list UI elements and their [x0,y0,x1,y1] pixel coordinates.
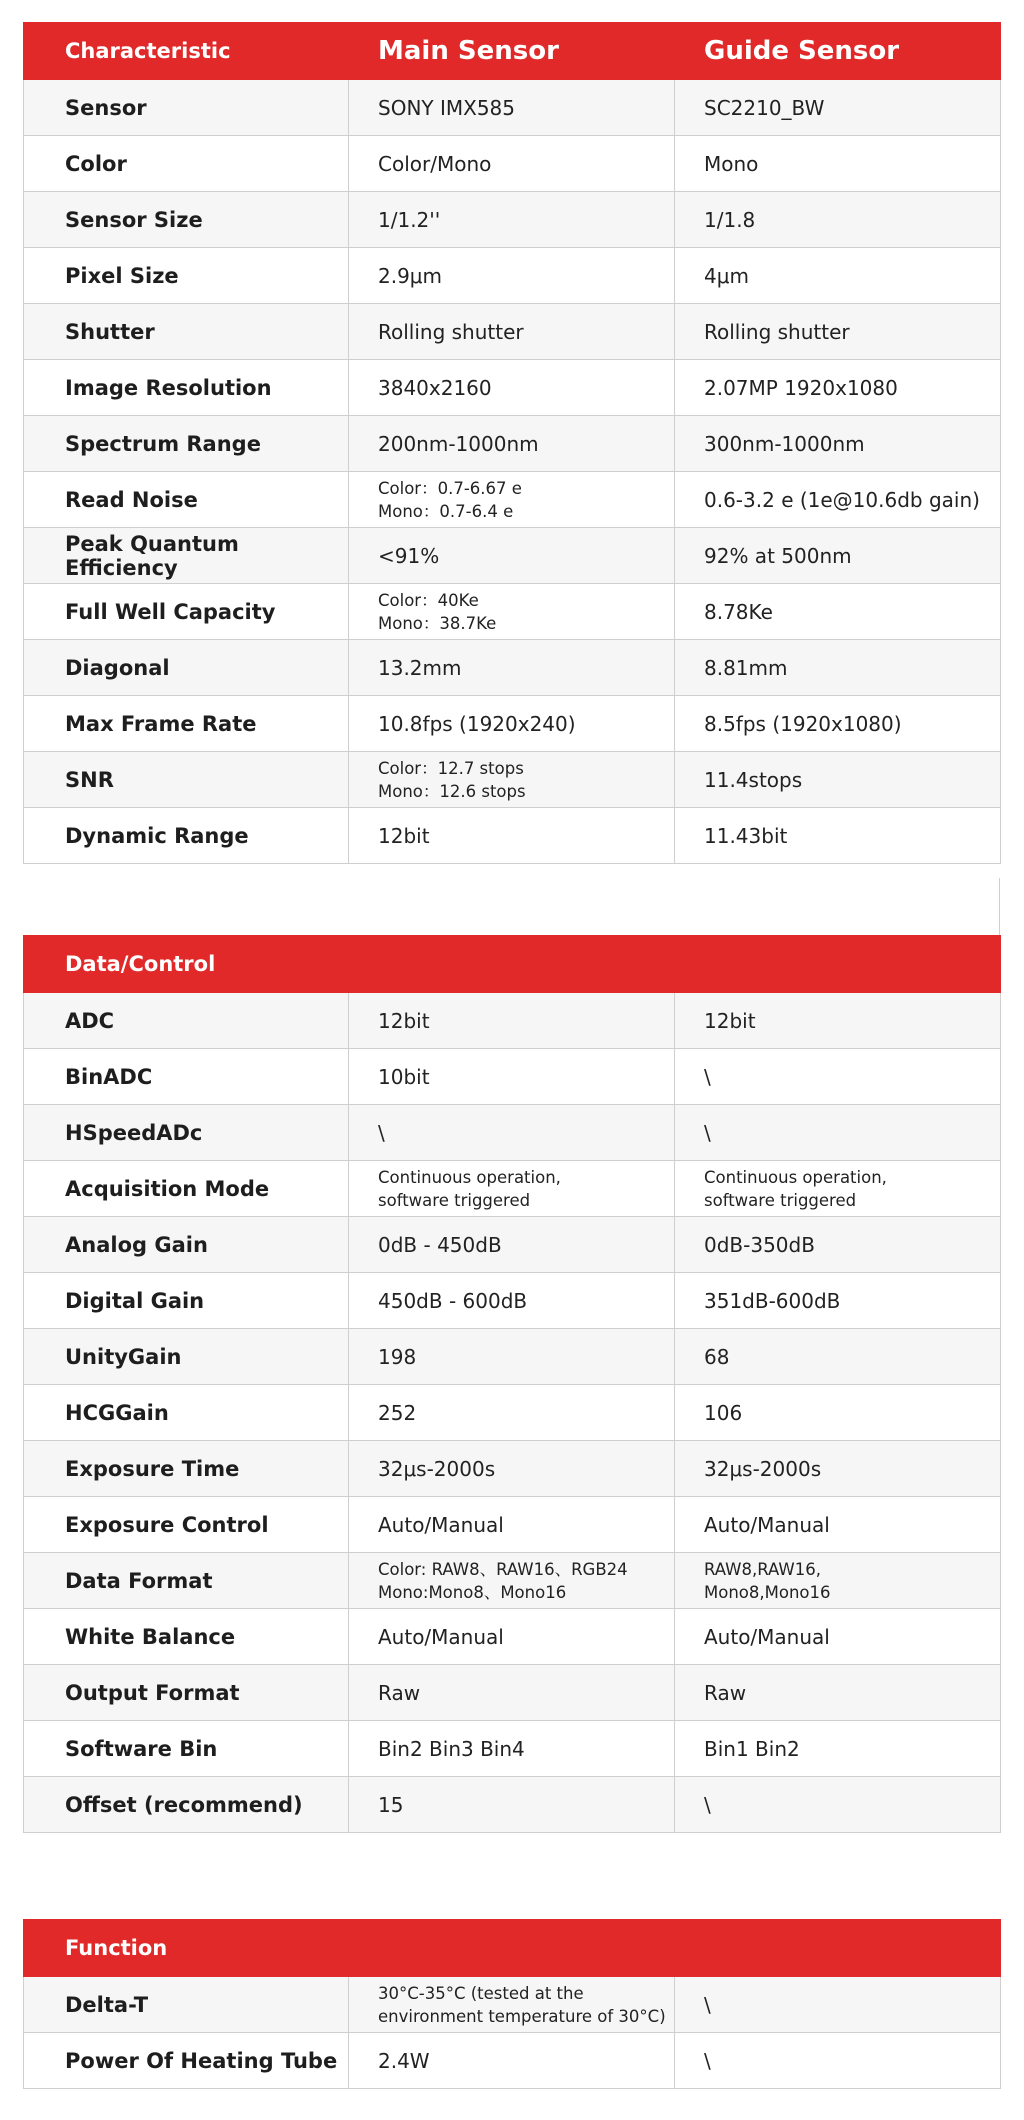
guide-sensor-value: \ [704,1792,711,1817]
main-sensor-value: Continuous operation, [378,1167,561,1187]
table-row [24,752,1001,808]
row-label: Sensor [65,95,147,120]
main-sensor-cell [349,416,675,472]
table-row [24,248,1001,304]
guide-sensor-cell [675,1441,1001,1497]
header-label: Function [65,1936,168,1960]
main-sensor-value: 3840x2160 [378,375,492,400]
guide-sensor-cell [675,528,1001,584]
row-label-cell [24,1977,349,2033]
function-table [23,1919,1001,2089]
guide-sensor-value: 4μm [704,263,749,288]
row-label: Diagonal [65,655,170,680]
row-label: Peak Quantum Efficiency [65,531,239,580]
header-function [24,1920,1001,1977]
row-label: Dynamic Range [65,823,249,848]
row-label: Output Format [65,1680,240,1705]
main-sensor-value: Color：40Ke [378,590,479,610]
table-row [24,1217,1001,1273]
main-sensor-value: Mono：12.6 stops [378,781,526,801]
row-label-cell [24,1441,349,1497]
row-label: Delta-T [65,1992,149,2017]
main-sensor-value: 10bit [378,1064,430,1089]
main-sensor-value: Auto/Manual [378,1512,504,1537]
table-header-row [24,936,1001,993]
main-sensor-value: Mono：38.7Ke [378,613,497,633]
row-label: Full Well Capacity [65,599,276,624]
row-label: Data Format [65,1568,213,1593]
row-label: Offset (recommend) [65,1792,303,1817]
guide-sensor-cell [675,808,1001,864]
table-row [24,1329,1001,1385]
row-label: White Balance [65,1624,236,1649]
guide-sensor-value: Rolling shutter [704,319,850,344]
row-label: Exposure Time [65,1456,240,1481]
main-sensor-cell [349,80,675,136]
main-sensor-cell [349,1665,675,1721]
row-label: Exposure Control [65,1512,269,1537]
row-label-cell [24,1609,349,1665]
row-label-cell [24,192,349,248]
table-row [24,528,1001,584]
main-sensor-value: Color：0.7-6.67 e [378,478,522,498]
main-sensor-value: 450dB - 600dB [378,1288,528,1313]
table-header-row [24,23,1001,80]
main-sensor-cell [349,640,675,696]
guide-sensor-cell [675,1609,1001,1665]
guide-sensor-cell [675,1105,1001,1161]
main-sensor-cell [349,1217,675,1273]
row-label: Pixel Size [65,263,179,288]
row-label-cell [24,1497,349,1553]
guide-sensor-value: 0dB-350dB [704,1232,815,1257]
table-row [24,1161,1001,1217]
guide-sensor-value: 8.78Ke [704,599,773,624]
main-sensor-cell [349,1777,675,1833]
guide-sensor-cell [675,1329,1001,1385]
table-row [24,584,1001,640]
guide-sensor-value: \ [704,1120,711,1145]
table-row [24,1721,1001,1777]
main-sensor-cell [349,1721,675,1777]
guide-sensor-value: \ [704,1064,711,1089]
main-sensor-cell [349,1273,675,1329]
table-row [24,1497,1001,1553]
main-sensor-value: 13.2mm [378,655,462,680]
guide-sensor-cell [675,192,1001,248]
main-sensor-value: SONY IMX585 [378,95,516,120]
guide-sensor-value: 12bit [704,1008,756,1033]
header-characteristic [24,23,349,80]
main-sensor-cell [349,2033,675,2089]
guide-sensor-cell [675,416,1001,472]
guide-sensor-cell [675,640,1001,696]
guide-sensor-cell [675,360,1001,416]
row-label-cell [24,993,349,1049]
table-row [24,1049,1001,1105]
divider [999,878,1000,935]
guide-sensor-value: 32μs-2000s [704,1456,822,1481]
main-sensor-value: 12bit [378,1008,430,1033]
table-row [24,808,1001,864]
guide-sensor-cell [675,752,1001,808]
table-header-row [24,1920,1001,1977]
guide-sensor-cell [675,2033,1001,2089]
header-data-control [24,936,1001,993]
main-sensor-cell [349,1441,675,1497]
guide-sensor-cell [675,1161,1001,1217]
row-label-cell [24,1049,349,1105]
row-label-cell [24,1105,349,1161]
header-label: Data/Control [65,952,216,976]
main-sensor-value: Mono:Mono8、Mono16 [378,1582,567,1602]
main-sensor-cell [349,752,675,808]
main-sensor-value: environment temperature of 30°C) [378,2006,666,2026]
guide-sensor-cell [675,1977,1001,2033]
main-sensor-cell [349,1385,675,1441]
guide-sensor-value: 106 [704,1400,743,1425]
guide-sensor-value: 92% at 500nm [704,543,852,568]
main-sensor-value: 30°C-35°C (tested at the [378,1983,584,2003]
main-sensor-cell [349,1105,675,1161]
row-label-cell [24,2033,349,2089]
row-label-cell [24,584,349,640]
main-sensor-value: 12bit [378,823,430,848]
main-sensor-cell [349,993,675,1049]
table-row [24,640,1001,696]
main-sensor-value: 198 [378,1344,417,1369]
main-sensor-value: 10.8fps (1920x240) [378,711,576,736]
guide-sensor-cell [675,1553,1001,1609]
guide-sensor-cell [675,584,1001,640]
main-sensor-value: Bin2 Bin3 Bin4 [378,1736,525,1761]
main-sensor-value: 2.4W [378,2048,430,2073]
table-row [24,304,1001,360]
table-row [24,1609,1001,1665]
row-label-cell [24,80,349,136]
main-sensor-value: Color: RAW8、RAW16、RGB24 [378,1559,628,1579]
main-sensor-cell [349,472,675,528]
row-label-cell [24,1385,349,1441]
main-sensor-cell [349,1329,675,1385]
row-label: Max Frame Rate [65,711,257,736]
row-label-cell [24,248,349,304]
main-sensor-cell [349,1049,675,1105]
main-sensor-cell [349,808,675,864]
main-sensor-cell [349,192,675,248]
guide-sensor-value: 1/1.8 [704,207,756,232]
main-sensor-cell [349,584,675,640]
guide-sensor-value: Bin1 Bin2 [704,1736,800,1761]
main-sensor-cell [349,360,675,416]
guide-sensor-value: Auto/Manual [704,1512,830,1537]
main-sensor-cell [349,1609,675,1665]
main-sensor-value: <91% [378,543,440,568]
guide-sensor-value: 351dB-600dB [704,1288,841,1313]
header-label: Guide Sensor [704,36,900,66]
guide-sensor-value: Raw [704,1680,747,1705]
table-row [24,993,1001,1049]
guide-sensor-cell [675,248,1001,304]
guide-sensor-cell [675,1273,1001,1329]
table-row [24,360,1001,416]
row-label: Software Bin [65,1736,218,1761]
row-label: BinADC [65,1064,153,1089]
guide-sensor-value: Mono [704,151,759,176]
table-row [24,1553,1001,1609]
row-label: Shutter [65,319,155,344]
main-sensor-value: Auto/Manual [378,1624,504,1649]
row-label: Analog Gain [65,1232,208,1257]
main-sensor-value: software triggered [378,1190,531,1210]
main-sensor-value: Color/Mono [378,151,492,176]
guide-sensor-cell [675,1665,1001,1721]
row-label-cell [24,136,349,192]
row-label-cell [24,1553,349,1609]
table-row [24,1441,1001,1497]
row-label: Acquisition Mode [65,1176,270,1201]
header-main-sensor [349,23,675,80]
main-sensor-cell [349,696,675,752]
sensor-characteristics-table [23,22,1001,864]
table-row [24,1273,1001,1329]
table-row [24,416,1001,472]
row-label-cell [24,1777,349,1833]
header-guide-sensor [675,23,1001,80]
table-row [24,1385,1001,1441]
row-label-cell [24,808,349,864]
header-label: Characteristic [65,39,231,63]
guide-sensor-cell [675,1217,1001,1273]
table-row [24,192,1001,248]
row-label: Sensor Size [65,207,203,232]
main-sensor-value: Rolling shutter [378,319,524,344]
row-label-cell [24,1273,349,1329]
row-label: Read Noise [65,487,198,512]
table-row [24,472,1001,528]
table-row [24,1105,1001,1161]
guide-sensor-value: 2.07MP 1920x1080 [704,375,898,400]
guide-sensor-cell [675,136,1001,192]
guide-sensor-value: Mono8,Mono16 [704,1582,831,1602]
guide-sensor-value: 8.81mm [704,655,788,680]
guide-sensor-value: 11.43bit [704,823,788,848]
row-label: Power Of Heating Tube [65,2048,338,2073]
guide-sensor-value: software triggered [704,1190,857,1210]
guide-sensor-cell [675,304,1001,360]
row-label-cell [24,1721,349,1777]
row-label: Color [65,151,127,176]
row-label-cell [24,752,349,808]
guide-sensor-value: Continuous operation, [704,1167,887,1187]
row-label-cell [24,528,349,584]
header-label: Main Sensor [378,36,559,66]
row-label-cell [24,360,349,416]
main-sensor-cell [349,1977,675,2033]
main-sensor-cell [349,528,675,584]
row-label: Digital Gain [65,1288,205,1313]
guide-sensor-cell [675,1721,1001,1777]
row-label: ADC [65,1008,115,1033]
table-row [24,1665,1001,1721]
main-sensor-value: \ [378,1120,385,1145]
table-row [24,2033,1001,2089]
guide-sensor-value: 300nm-1000nm [704,431,865,456]
row-label: Image Resolution [65,375,272,400]
main-sensor-cell [349,248,675,304]
guide-sensor-value: \ [704,1992,711,2017]
guide-sensor-value: Auto/Manual [704,1624,830,1649]
guide-sensor-value: \ [704,2048,711,2073]
main-sensor-cell [349,1553,675,1609]
guide-sensor-value: 11.4stops [704,767,803,792]
table-row [24,136,1001,192]
main-sensor-value: Mono：0.7-6.4 e [378,501,514,521]
row-label: SNR [65,767,114,792]
row-label-cell [24,416,349,472]
guide-sensor-value: 68 [704,1344,730,1369]
row-label-cell [24,304,349,360]
main-sensor-value: 200nm-1000nm [378,431,539,456]
main-sensor-value: Color：12.7 stops [378,758,524,778]
row-label-cell [24,1665,349,1721]
guide-sensor-value: 8.5fps (1920x1080) [704,711,902,736]
guide-sensor-cell [675,1777,1001,1833]
main-sensor-cell [349,304,675,360]
row-label-cell [24,1161,349,1217]
main-sensor-value: Raw [378,1680,421,1705]
main-sensor-value: 32μs-2000s [378,1456,496,1481]
main-sensor-value: 2.9μm [378,263,443,288]
guide-sensor-cell [675,696,1001,752]
guide-sensor-cell [675,1049,1001,1105]
main-sensor-value: 0dB - 450dB [378,1232,502,1257]
row-label: UnityGain [65,1344,182,1369]
table-row [24,1977,1001,2033]
data-control-table [23,935,1001,1833]
guide-sensor-value: SC2210_BW [704,95,825,120]
guide-sensor-value: RAW8,RAW16, [704,1559,821,1579]
guide-sensor-value: 0.6-3.2 e (1e@10.6db gain) [704,487,980,512]
row-label-cell [24,640,349,696]
table-row [24,80,1001,136]
table-row [24,1777,1001,1833]
main-sensor-value: 252 [378,1400,417,1425]
row-label-cell [24,1217,349,1273]
guide-sensor-cell [675,1385,1001,1441]
guide-sensor-cell [675,80,1001,136]
row-label-cell [24,696,349,752]
row-label-cell [24,1329,349,1385]
main-sensor-cell [349,1161,675,1217]
table-row [24,696,1001,752]
main-sensor-cell [349,1497,675,1553]
guide-sensor-cell [675,1497,1001,1553]
row-label: Spectrum Range [65,431,261,456]
main-sensor-cell [349,136,675,192]
row-label-cell [24,472,349,528]
main-sensor-value: 1/1.2'' [378,207,441,232]
guide-sensor-cell [675,993,1001,1049]
main-sensor-value: 15 [378,1792,404,1817]
row-label: HCGGain [65,1400,169,1425]
guide-sensor-cell [675,472,1001,528]
row-label: HSpeedADc [65,1120,203,1145]
